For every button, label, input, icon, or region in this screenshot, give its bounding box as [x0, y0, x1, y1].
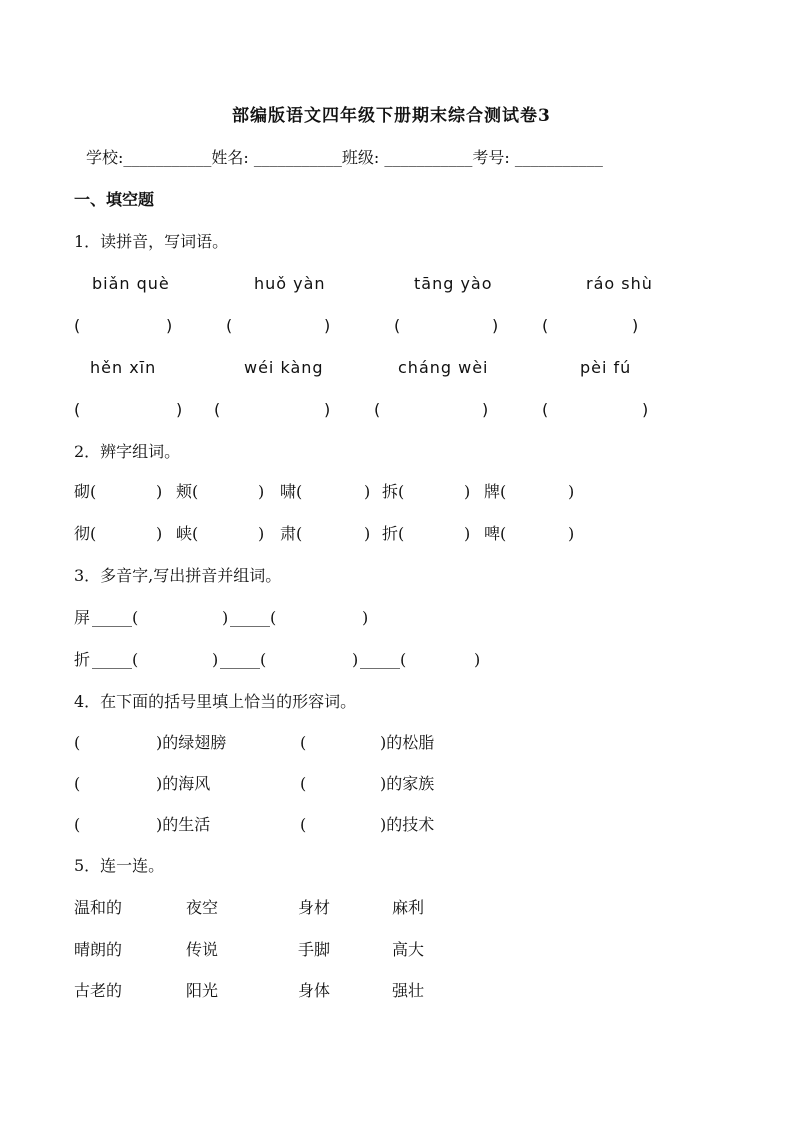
adj-open-paren: (: [300, 774, 307, 793]
char-item: 折(: [382, 524, 405, 543]
char-close-paren: ): [156, 482, 163, 501]
page-title: 部编版语文四年级下册期末综合测试卷3: [232, 106, 551, 126]
answer-paren-open: (: [214, 400, 221, 419]
polyphone-char: 屏: [74, 608, 91, 627]
section-heading: 一、填空题: [74, 190, 155, 209]
polyphone-char: 折: [74, 650, 91, 669]
answer-close-paren: ): [474, 650, 481, 669]
char-item: 砌(: [74, 482, 97, 501]
adj-open-paren: (: [300, 815, 307, 834]
match-word: 高大: [392, 940, 425, 959]
char-close-paren: ): [156, 524, 163, 543]
adj-open-paren: (: [74, 815, 81, 834]
pinyin-item: wéi kàng: [244, 358, 324, 377]
answer-paren-close: ): [642, 400, 649, 419]
pinyin-item: ráo shù: [586, 274, 653, 293]
match-word: 身材: [298, 898, 331, 917]
char-item: 啸(: [280, 482, 303, 501]
answer-close-paren: ): [212, 650, 219, 669]
match-word: 阳光: [186, 981, 219, 1000]
answer-paren-close: ): [482, 400, 489, 419]
answer-close-paren: ): [362, 608, 369, 627]
char-item: 颊(: [176, 482, 199, 501]
match-word: 麻利: [392, 898, 425, 917]
answer-paren-close: ): [166, 316, 173, 335]
answer-blank: _____(: [230, 608, 277, 627]
q3-prompt: 3．多音字,写出拼音并组词。: [74, 566, 282, 585]
pinyin-item: pèi fú: [580, 358, 632, 377]
char-item: 拆(: [382, 482, 405, 501]
match-word: 温和的: [74, 898, 123, 917]
answer-blank: _____(: [220, 650, 267, 669]
adj-open-paren: (: [74, 774, 81, 793]
answer-paren-open: (: [394, 316, 401, 335]
pinyin-item: biǎn què: [92, 274, 170, 293]
match-word: 古老的: [74, 981, 123, 1000]
answer-paren-close: ): [632, 316, 639, 335]
match-word: 晴朗的: [74, 940, 123, 959]
q2-prompt: 2．辨字组词。: [74, 442, 181, 461]
q5-prompt: 5．连一连。: [74, 856, 165, 875]
answer-paren-open: (: [74, 400, 81, 419]
match-word: 传说: [186, 940, 219, 959]
adj-phrase: )的绿翅膀: [156, 733, 227, 752]
adj-phrase: )的技术: [380, 815, 435, 834]
adj-open-paren: (: [300, 733, 307, 752]
answer-blank: _____(: [360, 650, 407, 669]
pinyin-item: huǒ yàn: [254, 274, 326, 293]
answer-paren-close: ): [176, 400, 183, 419]
adj-open-paren: (: [74, 733, 81, 752]
pinyin-item: hěn xīn: [90, 358, 157, 377]
answer-paren-close: ): [324, 316, 331, 335]
answer-paren-open: (: [542, 316, 549, 335]
match-word: 身体: [298, 981, 331, 1000]
char-close-paren: ): [258, 524, 265, 543]
pinyin-item: cháng wèi: [398, 358, 489, 377]
answer-paren-open: (: [74, 316, 81, 335]
answer-paren-open: (: [226, 316, 233, 335]
adj-phrase: )的生活: [156, 815, 211, 834]
answer-paren-close: ): [324, 400, 331, 419]
answer-blank: _____(: [92, 608, 139, 627]
answer-paren-open: (: [374, 400, 381, 419]
char-close-paren: ): [258, 482, 265, 501]
match-word: 强壮: [392, 981, 425, 1000]
adj-phrase: )的松脂: [380, 733, 435, 752]
pinyin-item: tāng yào: [414, 274, 493, 293]
answer-close-paren: ): [352, 650, 359, 669]
char-item: 牌(: [484, 482, 507, 501]
char-close-paren: ): [568, 524, 575, 543]
char-item: 肃(: [280, 524, 303, 543]
char-close-paren: ): [568, 482, 575, 501]
adj-phrase: )的海风: [156, 774, 211, 793]
match-word: 手脚: [298, 940, 331, 959]
q4-prompt: 4．在下面的括号里填上恰当的形容词。: [74, 692, 357, 711]
char-close-paren: ): [364, 482, 371, 501]
answer-paren-open: (: [542, 400, 549, 419]
match-word: 夜空: [186, 898, 219, 917]
char-close-paren: ): [464, 524, 471, 543]
answer-blank: _____(: [92, 650, 139, 669]
char-item: 彻(: [74, 524, 97, 543]
answer-paren-close: ): [492, 316, 499, 335]
char-item: 峡(: [176, 524, 199, 543]
char-close-paren: ): [464, 482, 471, 501]
answer-close-paren: ): [222, 608, 229, 627]
student-info-line: 学校:___________姓名: ___________班级: ___________考号: ___________: [86, 148, 603, 167]
adj-phrase: )的家族: [380, 774, 435, 793]
char-item: 啤(: [484, 524, 507, 543]
q1-prompt: 1．读拼音，写词语。: [74, 232, 229, 251]
char-close-paren: ): [364, 524, 371, 543]
